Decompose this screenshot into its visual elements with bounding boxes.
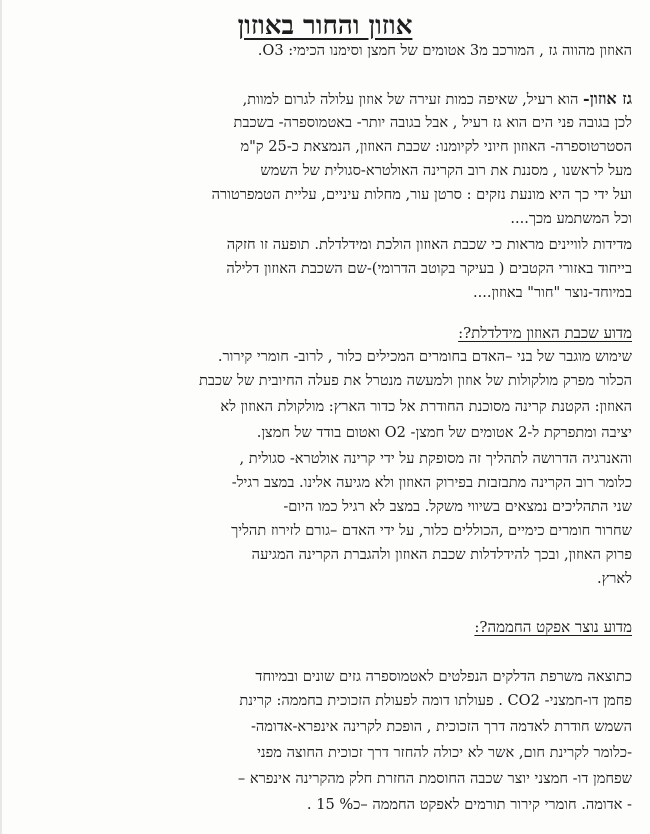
section1-line-8: שחרור חומרים כימיים ,הכוללים כלור, על ידי האדם –גורם לזירוז תהליך bbox=[231, 522, 632, 539]
section2-line-1: כתוצאה משרפת הדלקים הנפלטים לאטמוספרה גזים שונים ובמיוחד bbox=[255, 668, 632, 685]
intro-line-5: מעל לראשנו , מסננת את רוב הקרינה האולטרא-סגולית של השמש bbox=[260, 162, 632, 179]
section2-line-2: פחמן דו-חמצני- CO2 . פעולתו דומה לפעולת הזכוכית בחממה: קרינת bbox=[239, 692, 632, 709]
section2-line-4: -כלומר לקרינת חום, אשר לא יכולה להחזר דרך זכוכית החוצה מפני bbox=[257, 744, 632, 761]
section2-line-6: - אדומה. חומרי קירור תורמים לאפקט החממה –כ% 15 . bbox=[306, 796, 632, 813]
intro-line-3: לכן בגובה פני הים הוא גז רעיל , אבל בגובה יותר- באטמוספרה- בשכבת bbox=[233, 114, 632, 131]
intro-line-4: הסטרטוספרה- האוזון חיוני לקיומנו: שכבת האוזון, הנמצאת כ-25 ק"מ bbox=[240, 138, 632, 155]
section2-line-3: השמש חודרת לאדמה דרך הזכוכית , הופכת לקרינה אינפרא-אדומה- bbox=[250, 718, 632, 735]
section1-line-2: הכלור מפרק מולקולות של אוזון ולמעשה מנטרל את פעלה החיובית של שכבת bbox=[198, 372, 632, 389]
section-heading-ozone-depletion: מדוע שכבת האוזון מידלדלת?: bbox=[458, 324, 632, 342]
section1-line-5: והאנרגיה הדרושה לתהליך זה מסופקת על ידי קרינה אולטרא- סגולית , bbox=[239, 450, 632, 467]
intro-line-1: האוזון מהווה גז , המורכב מ3 אטומים של חמצן וסימנו הכימי: O3. bbox=[257, 42, 632, 59]
intro-line-8: מדידות לוויינים מראות כי שכבת האוזון הולכת ומידלדלת. תופעה זו חזקה bbox=[226, 236, 632, 253]
section1-line-4: יציבה ומתפרקת ל-2 אטומים של חמצן- O2 ואטום בודד של חמצן. bbox=[256, 424, 632, 441]
section2-line-5: שפחמן דו- חמצני יוצר שכבה החוסמת החזרת חלק מהקרינה אינפרא – bbox=[237, 770, 632, 787]
page-title: אוזון והחור באוזון bbox=[237, 11, 413, 41]
intro-line-10: במיוחד-נוצר "חור" באוזון.... bbox=[473, 284, 632, 301]
section1-line-3: האוזון: הקטנת קרינה מסוכנת החודרת אל כדור הארץ: מולקולת האוזון לא bbox=[220, 398, 632, 415]
section1-line-7: שני התהליכים נמצאים בשיווי משקל. במצב לא רגיל כמו היום- bbox=[283, 498, 632, 515]
intro-line-2: גז אוזון- הוא רעיל, שאיפה כמות זעירה של אוזון עלולה לגרום למוות, bbox=[242, 89, 632, 108]
section1-line-1: שימוש מוגבר של בני –האדם בחומרים המכילים כלור , לרוב- חומרי קירור. bbox=[217, 348, 632, 365]
intro-line-9: בייחוד באזורי הקטבים ( בעיקר בקוטב הדרומי)-שם השכבת האוזון דלילה bbox=[226, 260, 632, 277]
scan-edge bbox=[0, 0, 2, 834]
section1-line-10: לארץ. bbox=[597, 570, 632, 587]
intro-line-6: ועל ידי כך היא מונעת נזקים : סרטן עור, מחלות עיניים, עליית הטמפרטורה bbox=[211, 186, 632, 203]
section-heading-greenhouse: מדוע נוצר אפקט החממה?: bbox=[474, 618, 632, 636]
lead-term: גז אוזון- bbox=[583, 89, 632, 108]
section1-line-6: כלומר רוב הקרינה מתבזבזת בפירוק האוזון ולא מגיעה אלינו. במצב רגיל- bbox=[231, 474, 632, 491]
intro-line-7: וכל המשתמע מכך.... bbox=[510, 210, 632, 227]
section1-line-9: פרוק האוזון, ובכך להידלדלות שכבת האוזון ולהגברת הקרינה המגיעה bbox=[251, 546, 632, 563]
